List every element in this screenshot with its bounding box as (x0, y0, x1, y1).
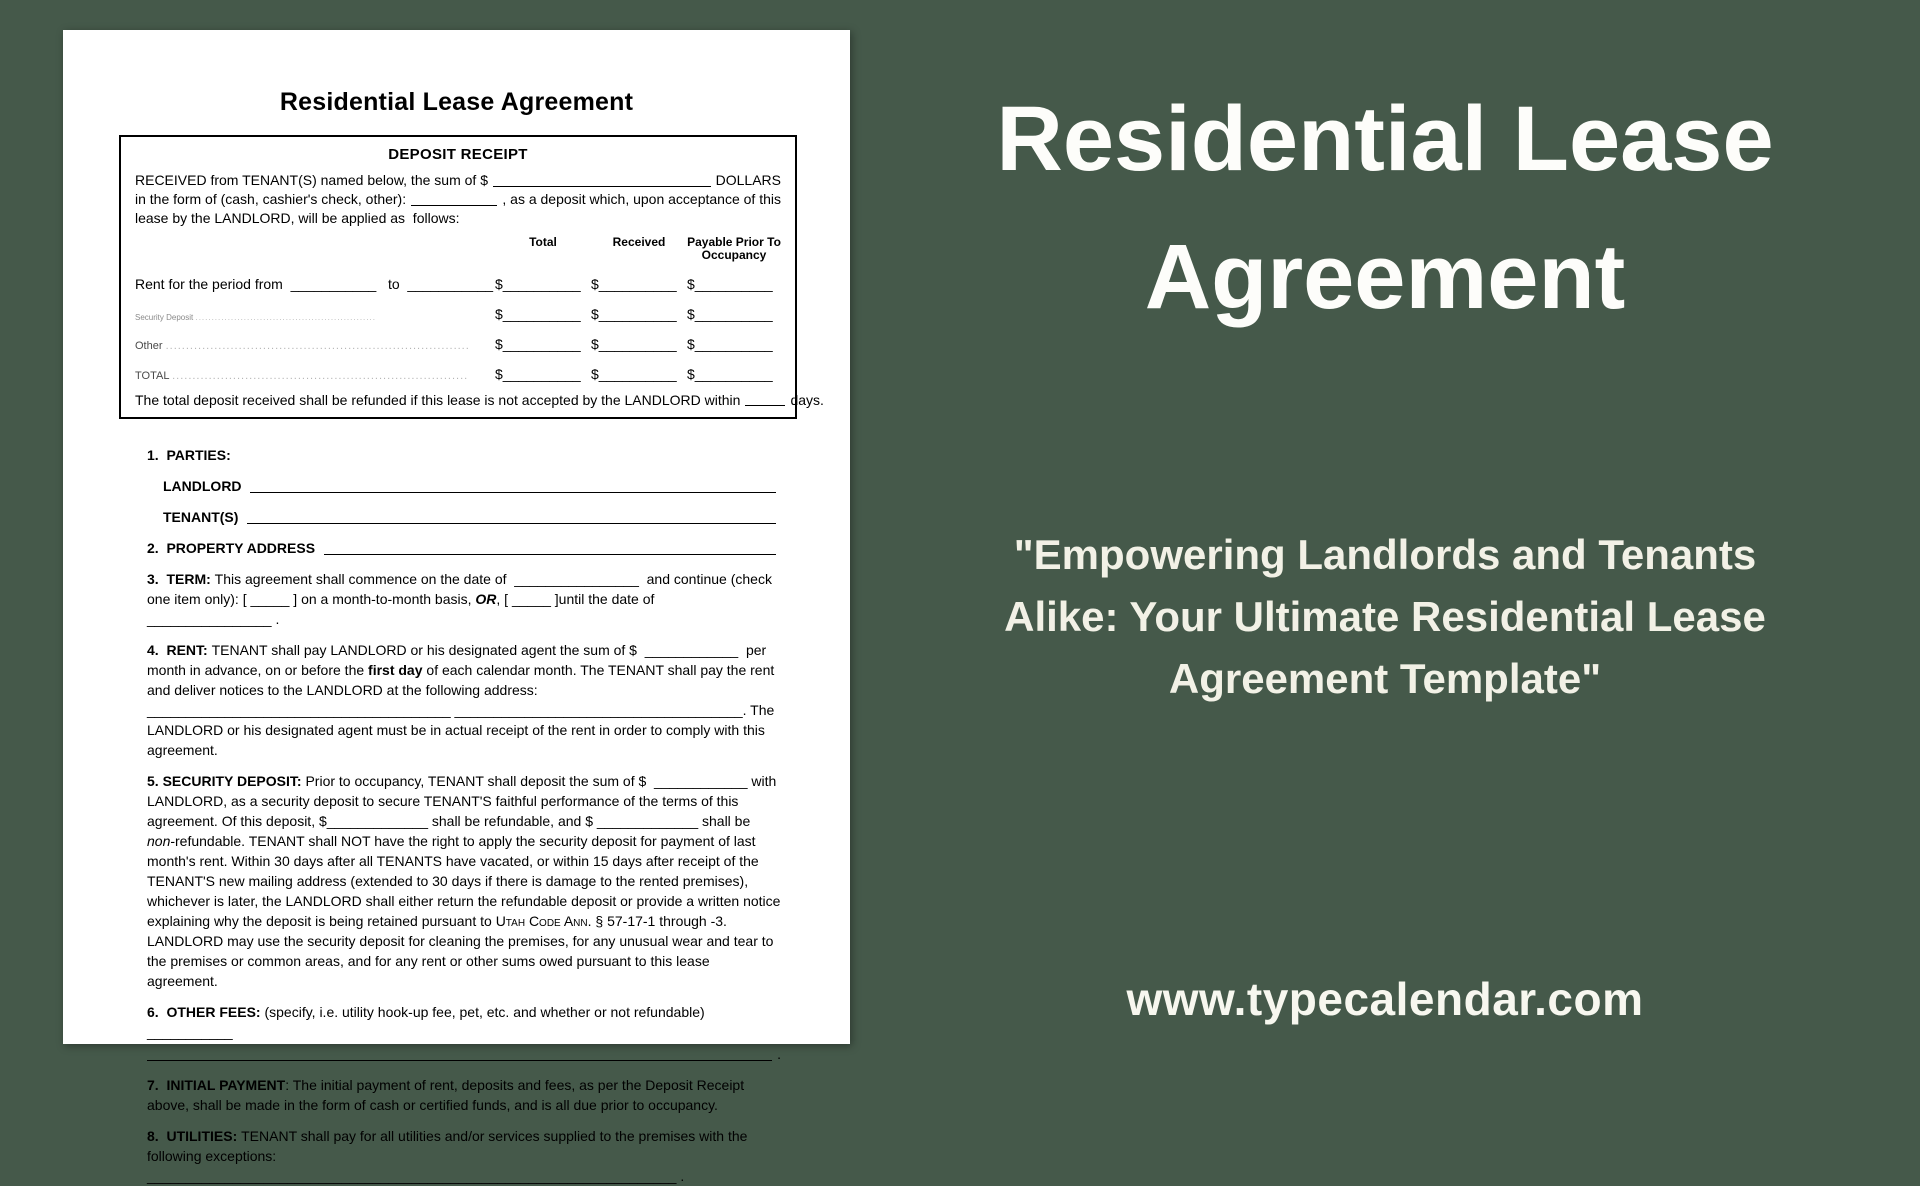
initial-payment-text: : The initial payment of rent, deposits and fees, as per the Deposit Receipt above, shall be made in the form of cash or certified funds, and is all due prior to occupancy. (147, 1077, 748, 1113)
rent-text-2: of each calendar month. The TENANT shall pay the rent and deliver notices to the LANDLORD at the following address: _______________________________________ _____________________________________. The LANDLORD or his designated agent must be in actual receipt of the rent in order to comply with this agreement. (147, 662, 779, 758)
section-term (147, 569, 781, 629)
deposit-receipt-box (119, 135, 824, 419)
other-fees-blank-line (147, 1044, 781, 1064)
money-blank-received: $__________ (591, 366, 677, 382)
section-initial-payment (147, 1075, 781, 1115)
row-label-text: Other (135, 340, 166, 352)
section-property-address (147, 538, 781, 558)
section-utilities (147, 1126, 781, 1186)
receipt-line-2-text-end: , as a deposit which, upon acceptance of this (502, 191, 781, 207)
section-parties-heading: 1. PARTIES: (147, 447, 231, 463)
row-label-total (135, 370, 495, 382)
other-fees-period: . (777, 1046, 781, 1062)
lease-sections (147, 445, 785, 1186)
receipt-line-1-dollars: DOLLARS (715, 172, 781, 188)
money-blank-total: $__________ (495, 276, 581, 292)
tenant-label: TENANT(S) (163, 509, 243, 525)
utah-code-citation: Utah Code Ann. (495, 913, 592, 929)
deposit-receipt-heading: DEPOSIT RECEIPT (388, 146, 528, 163)
website-url: www.typecalendar.com (1126, 973, 1644, 1025)
receipt-row-other (135, 327, 781, 352)
money-blank-payable: $__________ (687, 306, 773, 322)
blank-line (411, 205, 497, 206)
refund-text: The total deposit received shall be refunded if this lease is not accepted by the LANDLORD within (135, 392, 741, 408)
dotted-leader: ........................................................ (195, 313, 376, 322)
landlord-line (163, 476, 781, 496)
term-text-1: This agreement shall commence on the date of ________________ and continue (check one item only): [ _____ ] on a month-to-month basis, (147, 571, 776, 607)
receipt-line-1-text: RECEIVED from TENANT(S) named below, the sum of $ (135, 172, 488, 188)
section-rent (147, 640, 781, 760)
refund-clause (135, 391, 824, 409)
row-label-security-deposit (135, 313, 495, 322)
blank-line (147, 1060, 772, 1061)
receipt-line-2 (135, 190, 781, 209)
rent-text-1: TENANT shall pay LANDLORD or his designated agent the sum of $ ____________ per month in advance, on or before the (147, 642, 771, 678)
money-blank-payable: $__________ (687, 276, 773, 292)
refund-days: days. (790, 392, 824, 408)
section-other-fees (147, 1002, 781, 1042)
section-security-deposit (147, 771, 785, 991)
row-label-text: TOTAL (135, 370, 173, 382)
property-address-label: 2. PROPERTY ADDRESS (147, 540, 319, 556)
money-blank-payable: $__________ (687, 366, 773, 382)
promo-quote: "Empowering Landlords and Tenants Alike: Your Ultimate Residential Lease Agreement Template" (1004, 531, 1766, 703)
receipt-line-2-text: in the form of (cash, cashier's check, other): (135, 191, 407, 207)
dotted-leader: ......................................................................... (172, 370, 469, 382)
other-fees-text: (specify, i.e. utility hook-up fee, pet, etc. and whether or not refundable) ___________ (147, 1004, 713, 1040)
document-title: Residential Lease Agreement (279, 88, 634, 116)
money-blank-total: $__________ (495, 366, 581, 382)
utilities-text: TENANT shall pay for all utilities and/or services supplied to the premises with the following exceptions: ____________________________________________________________________ . (147, 1128, 752, 1184)
blank-line (324, 554, 776, 555)
lease-document-page (63, 30, 850, 1184)
blank-line (745, 405, 785, 406)
security-deposit-heading: 5. SECURITY DEPOSIT: (147, 773, 306, 789)
money-blank-payable: $__________ (687, 336, 773, 352)
term-heading: 3. TERM: (147, 571, 215, 587)
money-blank-received: $__________ (591, 306, 677, 322)
row-label-text: Security Deposit (135, 313, 196, 322)
promo-title: Residential Lease Agreement (996, 88, 1774, 328)
security-deposit-non: non (147, 833, 171, 849)
money-blank-received: $__________ (591, 336, 677, 352)
promo-panel (850, 0, 1920, 1080)
rent-first-day: first day (368, 662, 423, 678)
row-label-other (135, 340, 495, 352)
receipt-line-3 (135, 209, 781, 228)
receipt-line-3-text: lease by the LANDLORD, will be applied as follows: (135, 210, 460, 226)
money-blank-received: $__________ (591, 276, 677, 292)
blank-line (247, 523, 776, 524)
security-deposit-text-1: Prior to occupancy, TENANT shall deposit the sum of $ ____________ with LANDLORD, as a security deposit to secure TENANT'S faithful performance of the terms of this agreement. Of this deposit, $_____________ shall be refundable, and $ _____________ shall be (147, 773, 781, 829)
term-or: OR (475, 591, 497, 607)
column-header-payable: Payable Prior To Occupancy (687, 235, 781, 262)
tenant-line (163, 507, 781, 527)
money-blank-total: $__________ (495, 336, 581, 352)
receipt-row-security-deposit (135, 297, 781, 322)
money-blank-total: $__________ (495, 306, 581, 322)
column-header-total: Total (529, 235, 557, 249)
receipt-row-rent (135, 267, 781, 292)
receipt-line-1 (135, 171, 781, 190)
other-fees-heading: 6. OTHER FEES: (147, 1004, 265, 1020)
blank-line (250, 492, 776, 493)
spacer (135, 236, 495, 262)
landlord-label: LANDLORD (163, 478, 246, 494)
column-header-received: Received (612, 235, 666, 249)
security-deposit-text-3: § 57-17-1 through -3. LANDLORD may use the security deposit for cleaning the premises, for any unusual wear and tear to the premises or common areas, and for any rent or other sums owed pursuant to this lease agreement. (147, 913, 778, 989)
receipt-column-headers (135, 236, 781, 262)
dotted-leader: ........................................................................... (165, 340, 470, 352)
receipt-row-total (135, 357, 781, 382)
rent-heading: 4. RENT: (147, 642, 212, 658)
initial-payment-heading: 7. INITIAL PAYMENT (147, 1077, 286, 1093)
term-text-2: , [ _____ ]until the date of ________________ . (147, 591, 663, 627)
security-deposit-text-2: -refundable. TENANT shall NOT have the right to apply the security deposit for payment of last month's rent. Within 30 days after all TENANTS have vacated, or within 15 days after receipt of the TENANT'S new mailing address (extended to 30 days if there is damage to the rented premises), whichever is later, the LANDLORD shall either return the refundable deposit or provide a written notice explaining why the deposit is being retained pursuant to (147, 833, 785, 929)
utilities-heading: 8. UTILITIES: (147, 1128, 242, 1144)
blank-line (493, 186, 711, 187)
row-label-rent: Rent for the period from ___________ to ___________ (135, 276, 494, 292)
